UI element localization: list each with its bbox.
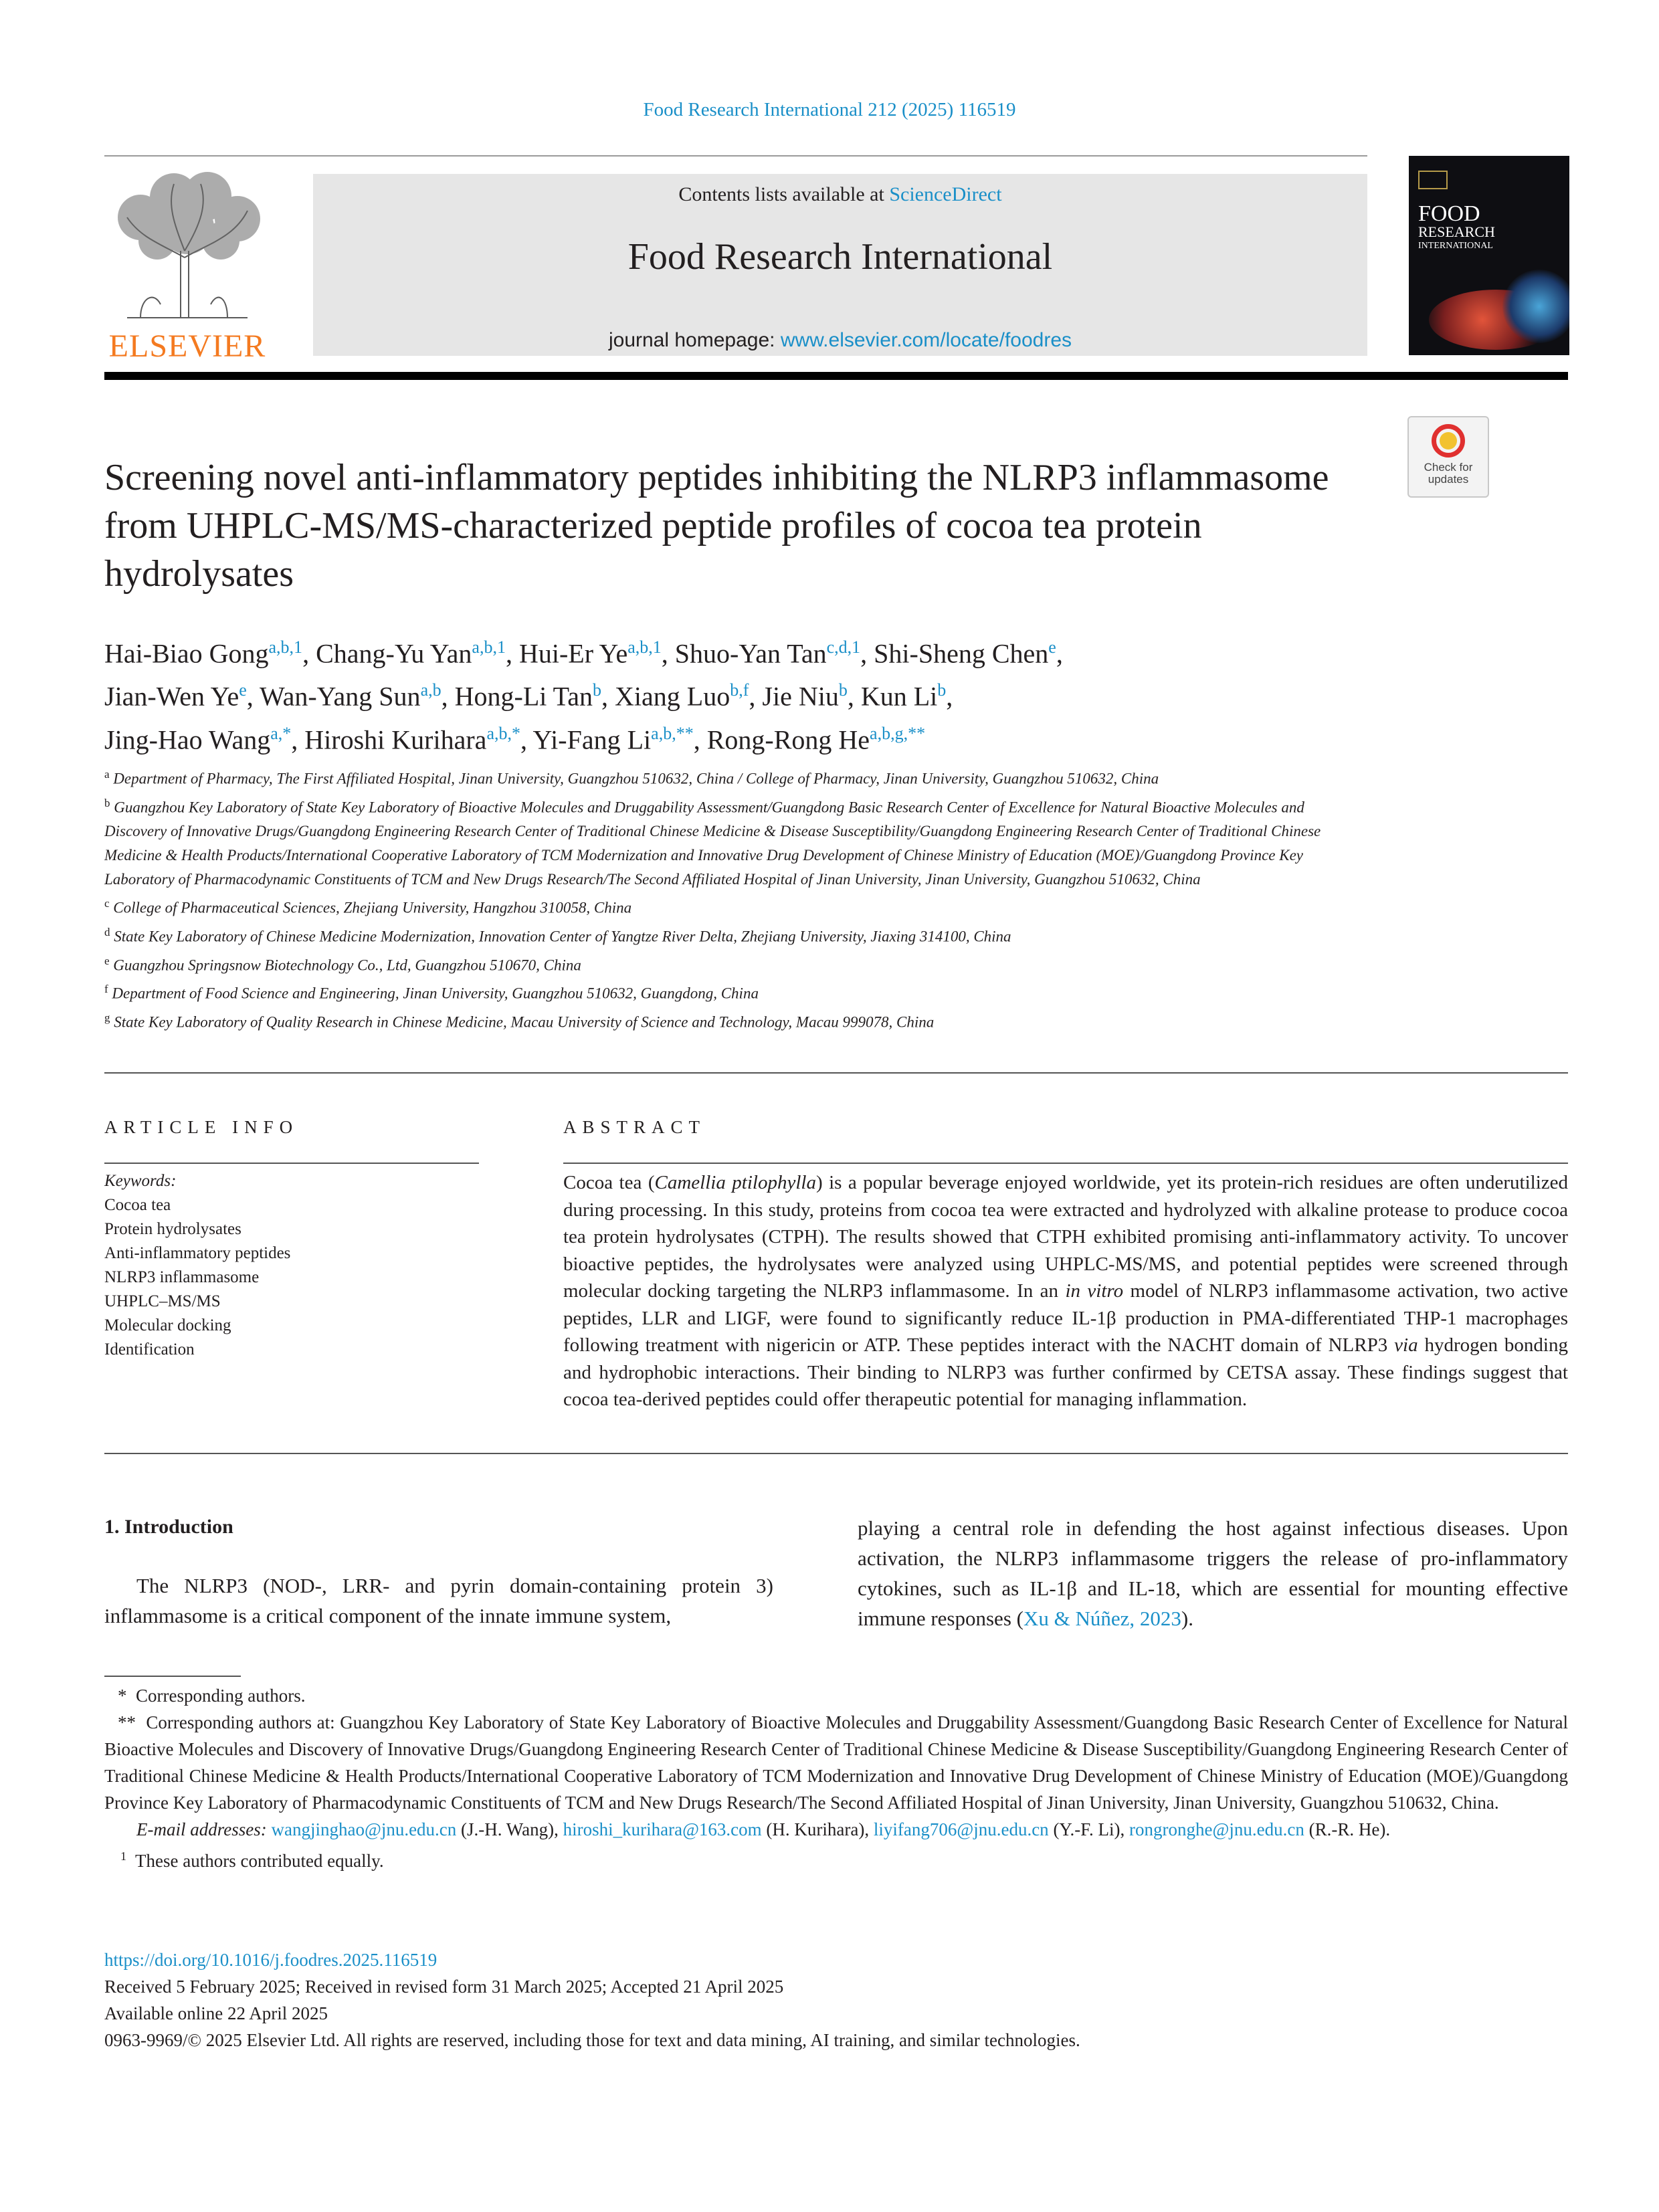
author-affiliation-marker[interactable]: a,b,** xyxy=(651,723,694,743)
cover-title-line3: INTERNATIONAL xyxy=(1418,241,1493,251)
abstract-part: ) is a popular beverage enjoyed worldwide, yet its protein-rich residues are often underutilized during processing. In this study, proteins from cocoa tea were extracted and hydrolyzed with alkaline protease to produce cocoa tea protein hydrolysates (CTPH). The results showed that CTPH exhibited promising anti-inflammatory activity. To uncover bioactive peptides, the hydrolysates were analyzed using UHPLC-MS/MS, and potential peptides were screened through molecular docking targeting the NLRP3 inflammasome. In an xyxy=(563,1172,1568,1302)
author-separator: , xyxy=(601,681,615,712)
affiliation-key: e xyxy=(104,954,110,967)
affiliation-item xyxy=(104,892,1362,920)
affiliation-key: g xyxy=(104,1011,110,1024)
author-name[interactable]: Kun Li xyxy=(860,681,938,712)
author-separator: , xyxy=(749,681,763,712)
author-separator: , xyxy=(520,724,533,755)
author-name[interactable]: Rong-Rong He xyxy=(706,724,870,755)
author-affiliation-marker[interactable]: a,* xyxy=(270,723,292,743)
publication-info xyxy=(104,1946,1568,2053)
homepage-link[interactable]: www.elsevier.com/locate/foodres xyxy=(780,329,1072,351)
author-name[interactable]: Jing-Hao Wang xyxy=(104,724,271,755)
author-affiliation-marker[interactable]: c,d,1 xyxy=(826,637,861,657)
introduction-right-column xyxy=(858,1513,1568,1633)
author-affiliation-marker[interactable]: b xyxy=(937,680,947,700)
author-affiliation-marker[interactable]: a,b,* xyxy=(486,723,520,743)
email-addresses xyxy=(104,1816,1568,1843)
author-affiliation-marker[interactable]: e xyxy=(1048,637,1056,657)
footnote-star-text: Corresponding authors. xyxy=(136,1686,306,1706)
affiliation-key: d xyxy=(104,925,110,938)
author-affiliation-marker[interactable]: b,f xyxy=(730,680,749,700)
affiliation-text: State Key Laboratory of Quality Research in Chinese Medicine, Macau University of Science and Technology, Macau 999078, China xyxy=(114,1013,935,1031)
author-name[interactable]: Wan-Yang Sun xyxy=(260,681,421,712)
contents-line xyxy=(313,183,1367,206)
journal-cover-image[interactable] xyxy=(1409,156,1569,355)
author-separator: , xyxy=(946,681,953,712)
affiliation-text: Department of Pharmacy, The First Affiliated Hospital, Jinan University, Guangzhou 510632, China / College of Pharmacy, Jinan University, Guangzhou 510632, China xyxy=(113,770,1159,787)
section-rule xyxy=(104,1072,1568,1074)
elsevier-logo[interactable] xyxy=(100,171,274,365)
author-name[interactable]: Jie Niu xyxy=(762,681,839,712)
affiliation-text: Guangzhou Springsnow Biotechnology Co., Ltd, Guangzhou 510670, China xyxy=(113,957,581,974)
reference-link[interactable]: Xu & Núñez, 2023 xyxy=(1023,1607,1181,1630)
author-separator: , xyxy=(505,638,519,669)
author-separator: , xyxy=(291,724,305,755)
email-label: E-mail addresses: xyxy=(136,1819,267,1839)
author-name[interactable]: Hong-Li Tan xyxy=(454,681,593,712)
abstract-heading: ABSTRACT xyxy=(563,1117,706,1137)
affiliation-text: Guangzhou Key Laboratory of State Key Laboratory of Bioactive Molecules and Druggability Assessment/Guangdong Basic Research Center of Excellence for Natural Bioactive Molecules and Discovery of Innovative Drugs/Guangdong Engineering Research Center of Traditional Chinese Medicine & Disease Susceptibility/Guangdong Engineering Research Center of Traditional Chinese Medicine & Health Products/International Cooperative Laboratory of TCM Modernization and Innovative Drug Development of Chinese Ministry of Education (MOE)/Guangdong Province Key Laboratory of Pharmacodynamic Constituents of TCM and New Drugs Research/The Second Affiliated Hospital of Jinan University, Jinan University, Guangzhou 510632, China xyxy=(104,799,1321,888)
abstract-rule xyxy=(563,1163,1568,1164)
affiliation-item xyxy=(104,763,1362,791)
author-affiliation-marker[interactable]: a,b,g,** xyxy=(870,723,926,743)
author-separator: , xyxy=(693,724,707,755)
affiliation-key: a xyxy=(104,768,110,781)
author-separator: , xyxy=(860,638,874,669)
elsevier-wordmark: ELSEVIER xyxy=(108,328,266,364)
abstract-invitro: in vitro xyxy=(1065,1280,1124,1302)
masthead-rule xyxy=(104,372,1568,380)
author-affiliation-marker[interactable]: a,b xyxy=(420,680,442,700)
email-link[interactable]: hiroshi_kurihara@163.com xyxy=(563,1819,762,1839)
author-name[interactable]: Hui-Er Ye xyxy=(518,638,628,669)
contents-prefix: Contents lists available at xyxy=(678,183,890,205)
abstract-species: Camellia ptilophylla xyxy=(654,1172,816,1193)
cover-badge-icon xyxy=(1418,171,1448,189)
introduction-heading: 1. Introduction xyxy=(104,1516,233,1538)
keyword-item: Anti-inflammatory peptides xyxy=(104,1244,291,1262)
author-name[interactable]: Jian-Wen Ye xyxy=(104,681,239,712)
keyword-item: Cocoa tea xyxy=(104,1196,171,1214)
check-updates-line1: Check for xyxy=(1424,461,1473,474)
cover-title-line1: FOOD xyxy=(1418,201,1480,226)
doi-link[interactable]: https://doi.org/10.1016/j.foodres.2025.116519 xyxy=(104,1950,437,1970)
author-name[interactable]: Shi-Sheng Chen xyxy=(874,638,1049,669)
introduction-left-column xyxy=(104,1571,773,1631)
affiliation-item xyxy=(104,1006,1362,1035)
check-updates-line2: updates xyxy=(1428,473,1469,486)
footnote-double-star-text: Corresponding authors at: Guangzhou Key Laboratory of State Key Laboratory of Bioactive Molecules and Druggability Assessment/Guangdong Basic Research Center of Excellence for Natural Bioactive Molecules and Discovery of Innovative Drugs/Guangdong Engineering Research Center of Traditional Chinese Medicine & Disease Susceptibility/Guangdong Engineering Research Center of Traditional Chinese Medicine & Health Products/International Cooperative Laboratory of TCM Modernization and Innovative Drug Development of Chinese Ministry of Education (MOE)/Guangdong Province Key Laboratory of Pharmacodynamic Constituents of TCM and New Drugs Research/The Second Affiliated Hospital of Jinan University, Jinan University, Guangzhou 510632, China. xyxy=(104,1712,1568,1813)
email-owner: (H. Kurihara), xyxy=(761,1819,874,1839)
author-name[interactable]: Chang-Yu Yan xyxy=(316,638,472,669)
cover-title-line2: RESEARCH xyxy=(1418,223,1495,240)
author-list xyxy=(104,629,1442,758)
affiliation-text: College of Pharmaceutical Sciences, Zhejiang University, Hangzhou 310058, China xyxy=(113,899,632,916)
author-name[interactable]: Yi-Fang Li xyxy=(532,724,652,755)
author-name[interactable]: Hiroshi Kurihara xyxy=(304,724,487,755)
abstract-text xyxy=(563,1169,1568,1413)
affiliation-list xyxy=(104,763,1362,1035)
journal-masthead xyxy=(313,174,1367,356)
header-rule xyxy=(104,155,1367,157)
keywords-block xyxy=(104,1169,479,1362)
author-affiliation-marker[interactable]: a,b,1 xyxy=(268,637,303,657)
keywords-label: Keywords: xyxy=(104,1172,177,1190)
email-owner: (Y.-F. Li), xyxy=(1048,1819,1130,1839)
affiliation-key: f xyxy=(104,983,108,996)
elsevier-tree-icon xyxy=(100,171,274,324)
copyright-line: 0963-9969/© 2025 Elsevier Ltd. All rights are reserved, including those for text and data mining, AI training, and similar technologies. xyxy=(104,2030,1080,2050)
abstract-part: Cocoa tea ( xyxy=(563,1172,655,1193)
affiliation-text: State Key Laboratory of Chinese Medicine Modernization, Innovation Center of Yangtze River Delta, Zhejiang University, Jiaxing 314100, China xyxy=(114,928,1011,945)
article-info-rule xyxy=(104,1163,479,1164)
affiliation-item xyxy=(104,977,1362,1006)
author-affiliation-marker[interactable]: a,b,1 xyxy=(472,637,506,657)
keyword-item: UHPLC–MS/MS xyxy=(104,1292,221,1310)
abstract-via: via xyxy=(1394,1334,1418,1356)
article-title: Screening novel anti-inflammatory peptides inhibiting the NLRP3 inflammasome from UHPLC-MS/MS-characterized peptide profiles of cocoa tea protein hydrolysates xyxy=(104,457,1329,595)
abstract-part: model of NLRP3 inflammasome activation, two active peptides, LLR and LIGF, were found to significantly reduce IL-1β production in PMA-differentiated THP-1 macrophages following treatment with nigericin or ATP. These peptides interact with the NACHT domain of NLRP3 xyxy=(563,1280,1568,1356)
author-affiliation-marker[interactable]: e xyxy=(239,680,247,700)
author-separator: , xyxy=(246,681,260,712)
email-link[interactable]: liyifang706@jnu.edu.cn xyxy=(873,1819,1049,1839)
affiliation-item xyxy=(104,949,1362,978)
author-separator: , xyxy=(847,681,861,712)
article-info-heading: ARTICLE INFO xyxy=(104,1117,299,1137)
check-for-updates-button[interactable] xyxy=(1407,416,1489,498)
author-affiliation-marker[interactable]: b xyxy=(838,680,848,700)
homepage-prefix: journal homepage: xyxy=(608,329,781,351)
keyword-item: Identification xyxy=(104,1340,195,1359)
author-name[interactable]: Shuo-Yan Tan xyxy=(674,638,827,669)
cover-title xyxy=(1418,201,1495,252)
footnote-equal-text: These authors contributed equally. xyxy=(135,1851,384,1871)
footnote-rule xyxy=(104,1676,241,1677)
intro-right-end: ). xyxy=(1181,1607,1193,1630)
sciencedirect-link[interactable]: ScienceDirect xyxy=(889,183,1002,205)
affiliation-key: c xyxy=(104,897,110,910)
author-name[interactable]: Hai-Biao Gong xyxy=(104,638,269,669)
email-owner: (J.-H. Wang), xyxy=(456,1819,563,1839)
footnote-star: * Corresponding authors. xyxy=(118,1686,306,1706)
author-separator: , xyxy=(441,681,455,712)
footnote-equal: $^1$ These authors contributed equally. xyxy=(120,1849,384,1871)
abstract-part: hydrogen bonding and hydrophobic interactions. Their binding to NLRP3 was further confirmed by CETSA assay. These findings suggest that cocoa tea-derived peptides could offer therapeutic potential for managing inflammation. xyxy=(563,1334,1568,1410)
affiliation-key: b xyxy=(104,796,110,809)
affiliation-item xyxy=(104,920,1362,949)
footnote-double-star: ** Corresponding authors at: Guangzhou Key Laboratory of State Key Laboratory of Bioactive Molecules and Druggability Assessment/Guangdong Basic Research Center of Excellence for Natural Bioactive Molecules and Discovery of Innovative Drugs/Guangdong Engineering Research Center of Traditional Chinese Medicine & Disease Susceptibility/Guangdong Engineering Research Center of Traditional Chinese Medicine & Health Products/International Cooperative Laboratory of TCM Modernization and Innovative Drug Development of Chinese Ministry of Education (MOE)/Guangdong Province Key Laboratory of Pharmacodynamic Constituents of TCM and New Drugs Research/The Second Affiliated Hospital of Jinan University, Jinan University, Guangzhou 510632, China. xyxy=(104,1712,1568,1813)
journal-name: Food Research International xyxy=(627,236,1053,278)
author-separator: , xyxy=(661,638,675,669)
affiliation-item xyxy=(104,791,1362,892)
email-link[interactable]: wangjinghao@jnu.edu.cn xyxy=(271,1819,457,1839)
author-separator: , xyxy=(1056,638,1063,669)
intro-left-text: The NLRP3 (NOD-, LRR- and pyrin domain-containing protein 3) inflammasome is a critical component of the innate immune system, xyxy=(104,1574,773,1627)
check-updates-label xyxy=(1409,462,1488,486)
journal-citation-link[interactable]: Food Research International 212 (2025) 116519 xyxy=(643,99,1016,120)
cover-art-shape xyxy=(1502,270,1569,343)
keyword-item: Protein hydrolysates xyxy=(104,1220,241,1238)
available-online: Available online 22 April 2025 xyxy=(104,2003,328,2023)
homepage-line xyxy=(313,329,1367,352)
received-dates: Received 5 February 2025; Received in revised form 31 March 2025; Accepted 21 April 2025 xyxy=(104,1977,784,1997)
author-name[interactable]: Xiang Luo xyxy=(615,681,730,712)
author-affiliation-marker[interactable]: a,b,1 xyxy=(627,637,662,657)
email-link[interactable]: rongronghe@jnu.edu.cn xyxy=(1129,1819,1304,1839)
footnotes xyxy=(104,1682,1568,1874)
author-separator: , xyxy=(302,638,316,669)
keyword-item: NLRP3 inflammasome xyxy=(104,1268,260,1286)
check-updates-icon-center xyxy=(1440,432,1457,449)
section-rule xyxy=(104,1453,1568,1454)
email-owner: (R.-R. He). xyxy=(1304,1819,1391,1839)
affiliation-text: Department of Food Science and Engineering, Jinan University, Guangzhou 510632, Guangdong, China xyxy=(112,985,759,1002)
author-affiliation-marker[interactable]: b xyxy=(593,680,602,700)
keyword-item: Molecular docking xyxy=(104,1316,231,1334)
intro-right-text: playing a central role in defending the host against infectious diseases. Upon activation, the NLRP3 inflammasome triggers the release of pro-inflammatory cytokines, such as IL-1β and IL-18, which are essential for mounting effective immune responses ( xyxy=(858,1516,1568,1630)
